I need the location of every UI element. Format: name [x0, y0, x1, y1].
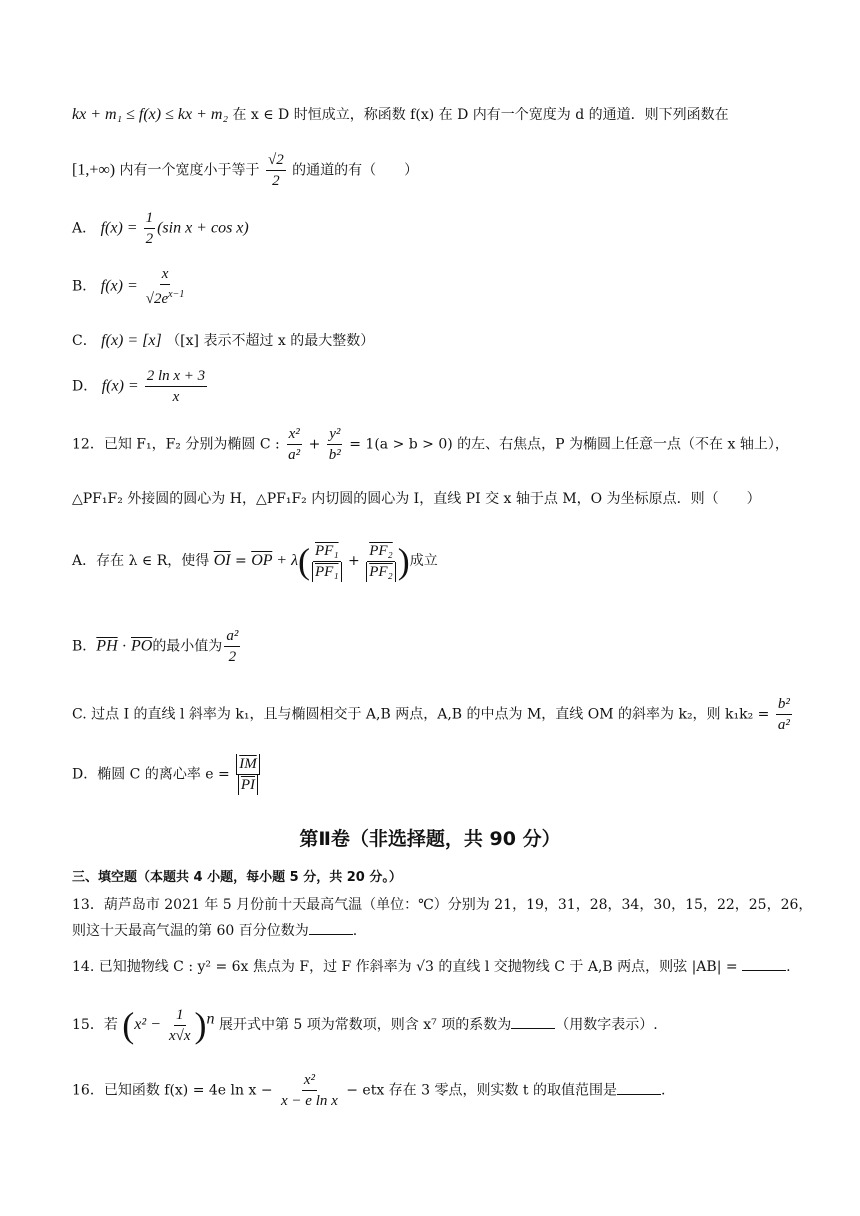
q12-option-d-frac-den: PI — [238, 775, 258, 795]
q12-option-c-frac-num: b² — [776, 694, 792, 715]
q12-frac-y — [327, 424, 343, 465]
q15-frac-den: x√x — [168, 1027, 191, 1044]
q11-option-b-expr: f(x) = — [100, 277, 142, 295]
q11-option-b-den-exp: x−1 — [168, 289, 185, 300]
q12-option-c — [72, 694, 794, 735]
q12-option-b-label: B． — [72, 638, 97, 655]
q16-line — [72, 1070, 665, 1111]
q15-frac — [167, 1005, 193, 1046]
q12-option-a-plus: + — [343, 553, 365, 569]
q15-exponent: n — [206, 1010, 215, 1028]
q12-stem-b: = 1(a > b > 0) 的左、右焦点，P 为椭圆上任意一点（不在 x 轴上）， — [344, 436, 789, 453]
q12-option-d-frac — [236, 754, 260, 795]
q15-paren-expr: x² − — [134, 1016, 165, 1033]
intro-line-2 — [72, 150, 418, 191]
intro-fraction-num: √2 — [266, 150, 286, 171]
q11-option-d-frac-num: 2 ln x + 3 — [145, 366, 207, 387]
q15-text-b: 展开式中第 5 项为常数项，则含 x⁷ 项的系数为 — [214, 1017, 512, 1033]
q12-option-b-frac — [224, 626, 240, 667]
intro-text-2a: 内有一个宽度小于等于 — [115, 162, 264, 179]
q15-line — [72, 1004, 658, 1046]
q12-option-a-lparen: ( — [298, 541, 311, 581]
q12-frac-x-num: x² — [287, 424, 302, 445]
q11-option-b-label: B． — [72, 278, 97, 295]
q12-option-c-frac — [776, 694, 792, 735]
q14-answer-blank[interactable] — [742, 958, 786, 971]
q12-stem-line-2-text: △PF₁F₂ 外接圆的圆心为 H，△PF₁F₂ 内切圆的圆心为 I，直线 PI 交 x 轴于点 M，O 为坐标原点．则（ ） — [72, 491, 761, 507]
q12-option-a-lambda: + λ — [272, 552, 299, 569]
q12-stem-a: 12．已知 F₁，F₂ 分别为椭圆 C : — [72, 436, 285, 453]
q12-frac-y-den: b² — [328, 447, 341, 463]
q14-text: 14. 已知抛物线 C : y² = 6x 焦点为 F，过 F 作斜率为 √3 的直线 l 交抛物线 C 于 A,B 两点，则弦 |AB| = — [72, 959, 743, 975]
q12-option-b-dot: · — [117, 638, 131, 655]
q13-line-2 — [72, 920, 357, 940]
q12-stem-plus: + — [304, 436, 325, 453]
q16-text-b: − etx 存在 3 零点，则实数 t 的取值范围是 — [341, 1082, 618, 1099]
q12-vector-ph: $\overline{PH}$ — [96, 637, 118, 655]
q16-frac — [279, 1070, 340, 1111]
q14-tail: . — [786, 959, 791, 975]
q15-answer-blank[interactable] — [511, 1016, 555, 1029]
q12-frac-y-num: y² — [327, 424, 342, 445]
q11-option-b — [72, 264, 188, 309]
q11-option-a-tail: (sin x + cos x) — [157, 219, 249, 237]
q16-frac-num: x² — [302, 1070, 317, 1091]
intro-text-1: 在 x ∈ D 时恒成立，称函数 f(x) 在 D 内有一个宽度为 d 的通道．则下列函数在 — [228, 107, 729, 123]
q13-text-2: 则这十天最高气温的第 60 百分位数为 — [72, 923, 309, 939]
q12-option-b-frac-den: 2 — [228, 649, 237, 665]
q12-option-b-frac-num: a² — [224, 626, 240, 647]
q12-stem-line-1 — [72, 424, 789, 465]
q12-option-a-frac-1 — [312, 541, 342, 582]
intro-line-1 — [72, 104, 729, 124]
q12-option-a — [72, 540, 438, 582]
q11-option-a-frac-num: 1 — [144, 208, 156, 229]
q11-option-d-frac — [145, 366, 207, 407]
q16-text-c: . — [661, 1082, 666, 1099]
q12-option-d-text: 椭圆 C 的离心率 e = — [97, 766, 235, 783]
q12-option-a-label: A． — [72, 553, 97, 569]
q11-option-a-label: A． — [72, 220, 97, 237]
q11-option-c — [72, 330, 374, 350]
intro-fraction — [266, 150, 286, 191]
q15-lparen: ( — [122, 1005, 135, 1045]
q11-option-a-frac-den: 2 — [145, 231, 154, 247]
q12-frac-x-den: a² — [288, 447, 301, 463]
q13-text-1: 13．葫芦岛市 2021 年 5 月份前十天最高气温（单位：℃）分别为 21，19，31，28，34，30，15，22，25，26， — [72, 897, 813, 913]
q12-option-a-frac-2-den: PF₂ — [366, 562, 396, 582]
q11-option-d-frac-den: x — [172, 389, 180, 405]
q13-text-3: . — [352, 923, 358, 939]
q12-option-b — [72, 626, 242, 667]
q12-option-d-frac-num: $\overline{IM}$ — [236, 754, 260, 775]
q12-option-c-frac-den: a² — [777, 717, 790, 733]
q12-option-d — [72, 754, 262, 795]
q12-option-c-text: C. 过点 I 的直线 l 斜率为 k₁，且与椭圆相交于 A,B 两点，A,B 的中点为 M，直线 OM 的斜率为 k₂，则 k₁k₂ = — [72, 706, 774, 723]
q16-frac-den: x − e ln x — [281, 1093, 338, 1109]
q15-rparen: ) — [194, 1005, 207, 1045]
intro-text-2b: 的通道的有（ ） — [287, 162, 419, 179]
q11-option-d-expr: f(x) = — [101, 377, 143, 395]
q12-option-a-frac-2-num: PF₂ — [367, 541, 395, 562]
q14-line — [72, 956, 791, 976]
q16-text-a: 16．已知函数 f(x) = 4e ln x − — [72, 1082, 278, 1099]
q12-option-a-tail: 成立 — [409, 553, 438, 569]
q13-answer-blank[interactable] — [309, 922, 353, 935]
section-subheading: 三、填空题（本题共 4 小题，每小题 5 分，共 20 分。） — [72, 870, 402, 885]
q11-option-b-frac — [144, 264, 187, 309]
q11-option-c-expr: f(x) = [x] — [101, 332, 162, 349]
q15-text-c: （用数字表示）. — [555, 1017, 658, 1033]
q12-option-a-frac-1-den: PF₁ — [312, 562, 342, 582]
q15-text-a: 15．若 — [72, 1017, 123, 1033]
q12-option-a-text: 存在 λ ∈ R，使得 — [96, 553, 214, 569]
q16-answer-blank[interactable] — [617, 1082, 661, 1095]
q11-option-a — [72, 208, 249, 249]
q12-vector-op: $\overline{OP}$ — [251, 552, 273, 569]
q12-option-a-frac-2 — [366, 541, 396, 582]
q12-frac-x — [286, 424, 302, 465]
q12-vector-oi: $\overline{OI}$ — [213, 552, 231, 569]
q11-option-a-frac — [144, 208, 156, 249]
q11-option-b-frac-num: x — [160, 264, 171, 285]
q12-option-b-text: 的最小值为 — [152, 638, 223, 655]
q11-option-d — [72, 366, 209, 407]
intro-interval: [1,+∞) — [72, 161, 116, 179]
q11-option-c-note: （[x] 表示不超过 x 的最大整数） — [166, 333, 375, 349]
intro-fraction-den: 2 — [272, 173, 280, 189]
q12-option-a-frac-1-num: PF₁ — [313, 541, 341, 562]
intro-inequality: kx + m₁ ≤ f(x) ≤ kx + m₂ — [72, 106, 228, 123]
q12-option-a-eq: = — [230, 553, 252, 569]
q11-option-d-label: D． — [72, 378, 98, 395]
q12-option-d-label: D． — [72, 766, 98, 783]
q11-option-b-den-base: √2e — [145, 291, 169, 307]
q11-option-b-frac-den — [144, 285, 187, 309]
q11-option-c-label: C． — [72, 333, 97, 349]
q12-stem-line-2 — [72, 488, 761, 508]
q15-frac-num: 1 — [174, 1005, 186, 1026]
q13-line-1 — [72, 894, 812, 914]
q12-vector-po: $\overline{PO}$ — [130, 637, 153, 655]
q11-option-a-expr: f(x) = — [100, 219, 142, 237]
section-title: 第Ⅱ卷（非选择题，共 90 分） — [299, 828, 561, 850]
q12-option-a-rparen: ) — [397, 541, 410, 581]
